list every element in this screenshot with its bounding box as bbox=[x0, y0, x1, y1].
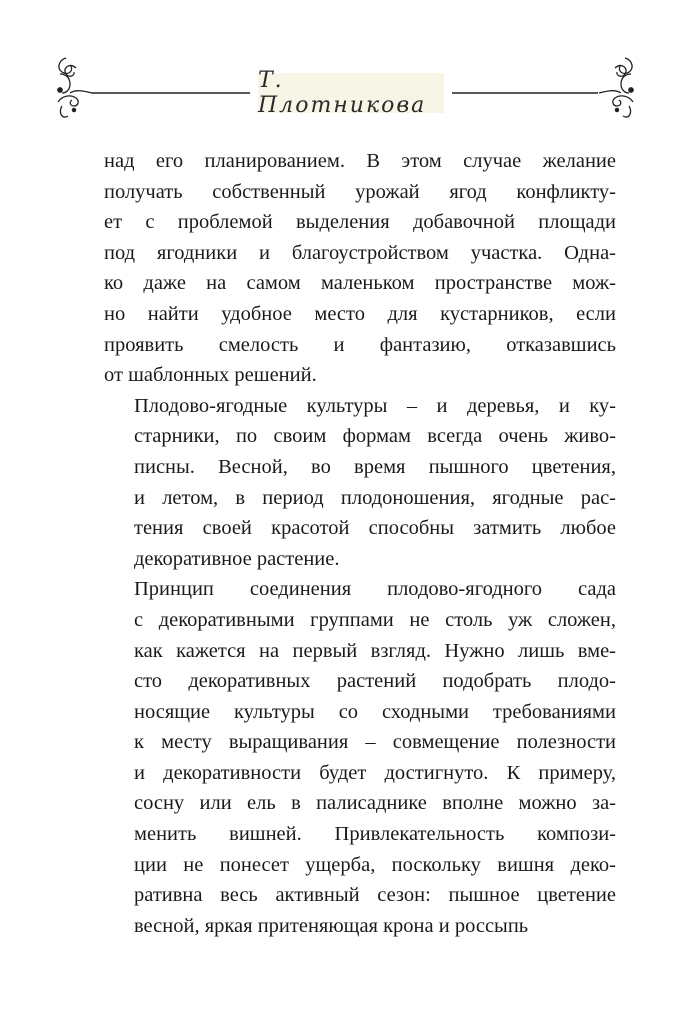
text-line: сосну или ель в палисаднике вполне можно за- bbox=[134, 792, 616, 815]
text-line: под ягодники и благоустройством участка. Одна- bbox=[104, 241, 616, 264]
paragraph bbox=[104, 391, 616, 575]
right-flourish-icon bbox=[599, 58, 633, 117]
author-label-box bbox=[258, 68, 444, 118]
text-line: декоративное растение. bbox=[134, 547, 340, 570]
text-line: с декоративными группами не столь уж сложен, bbox=[134, 608, 616, 631]
text-line: Плодово-ягодные культуры – и деревья, и ку- bbox=[134, 394, 616, 417]
text-line: ции не понесет ущерба, поскольку вишня деко- bbox=[134, 853, 616, 876]
text-line: как кажется на первый взгляд. Нужно лишь вме- bbox=[134, 639, 616, 662]
running-header bbox=[0, 40, 691, 140]
paragraph bbox=[104, 146, 616, 391]
text-line: к месту выращивания – совмещение полезности bbox=[134, 731, 616, 754]
text-line: тения своей красотой способны затмить любое bbox=[134, 517, 616, 540]
text-line: и летом, в период плодоношения, ягодные рас- bbox=[134, 486, 616, 509]
body-text bbox=[104, 146, 616, 941]
running-header-author: Т. Плотникова bbox=[258, 68, 427, 118]
text-line: весной, яркая притеняющая крона и россыпь bbox=[134, 914, 529, 937]
text-line: ко даже на самом маленьком пространстве мож- bbox=[104, 272, 616, 295]
left-flourish-icon bbox=[58, 58, 92, 117]
text-line: Принцип соединения плодово-ягодного сада bbox=[134, 578, 616, 601]
text-line: ративна весь активный сезон: пышное цветение bbox=[134, 884, 616, 907]
text-line: ет с проблемой выделения добавочной площади bbox=[104, 211, 616, 234]
text-line: над его планированием. В этом случае желание bbox=[104, 150, 616, 172]
text-line: старники, по своим формам всегда очень живо- bbox=[134, 425, 616, 448]
paragraph bbox=[104, 574, 616, 941]
text-line: от шаблонных решений. bbox=[104, 364, 317, 387]
text-line: получать собственный урожай ягод конфликту- bbox=[104, 180, 616, 203]
text-line: проявить смелость и фантазию, отказавшись bbox=[104, 333, 616, 356]
text-line: писны. Весной, во время пышного цветения, bbox=[134, 455, 616, 478]
text-line: но найти удобное место для кустарников, если bbox=[104, 302, 616, 325]
text-line: менить вишней. Привлекательность компози- bbox=[134, 823, 616, 846]
text-line: сто декоративных растений подобрать плодо- bbox=[134, 670, 616, 693]
text-line: носящие культуры со сходными требованиями bbox=[134, 700, 616, 723]
text-line: и декоративности будет достигнуто. К примеру, bbox=[134, 761, 616, 784]
